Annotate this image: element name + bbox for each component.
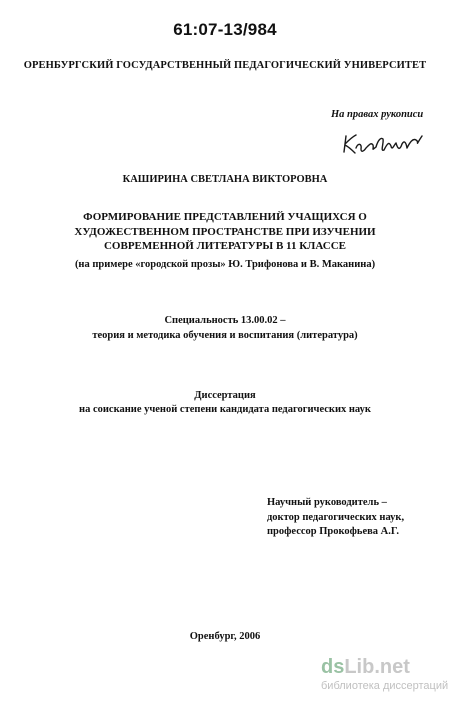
specialty-name: теория и методика обучения и воспитания (литература) <box>92 329 358 341</box>
watermark-caption: библиотека диссертаций <box>321 680 449 692</box>
author-name: КАШИРИНА СВЕТЛАНА ВИКТОРОВНА <box>122 174 328 185</box>
dissertation-type <box>0 389 450 416</box>
title-subtitle: (на примере «городской прозы» Ю. Трифонова и В. Маканина) <box>74 259 376 270</box>
university-name: ОРЕНБУРГСКИЙ ГОСУДАРСТВЕННЫЙ ПЕДАГОГИЧЕСКИЙ УНИВЕРСИТЕТ <box>23 60 427 71</box>
city-year: Оренбург, 2006 <box>189 631 261 642</box>
title-line: СОВРЕМЕННОЙ ЛИТЕРАТУРЫ В 11 КЛАССЕ <box>103 240 346 252</box>
dissertation-label: Диссертация <box>194 390 256 401</box>
supervisor-degree: доктор педагогических наук, <box>267 511 405 523</box>
specialty-code: Специальность 13.00.02 – <box>164 315 286 326</box>
dissertation-title <box>0 210 450 254</box>
watermark-logo <box>321 656 445 679</box>
watermark-brand-lib: Lib.net <box>344 656 410 678</box>
rights-note: На правах рукописи <box>331 109 424 120</box>
specialty <box>0 314 450 343</box>
supervisor-label: Научный руководитель – <box>267 497 387 508</box>
title-line: ХУДОЖЕСТВЕННОМ ПРОСТРАНСТВЕ ПРИ ИЗУЧЕНИИ <box>74 225 376 238</box>
supervisor-block <box>267 496 404 540</box>
supervisor-name: профессор Прокофьева А.Г. <box>267 526 399 537</box>
watermark-brand-ds: ds <box>321 656 345 678</box>
dslib-watermark <box>321 656 449 700</box>
degree-line: на соискание ученой степени кандидата педагогических наук <box>79 403 371 415</box>
title-line: ФОРМИРОВАНИЕ ПРЕДСТАВЛЕНИЙ УЧАЩИХСЯ О <box>83 211 367 223</box>
author-signature <box>340 126 424 165</box>
archive-code: 61:07-13/984 <box>173 20 277 39</box>
